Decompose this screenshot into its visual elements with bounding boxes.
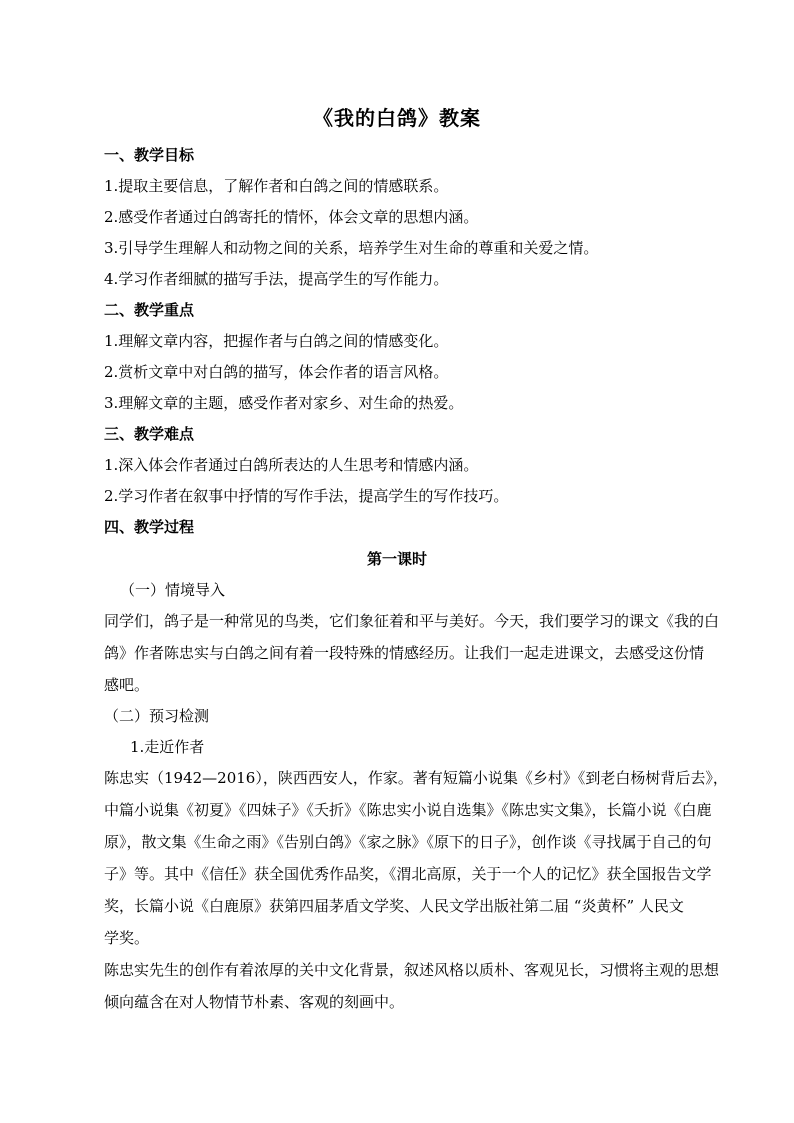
key-point-item: 1.理解文章内容，把握作者与白鸽之间的情感变化。 [104, 332, 449, 350]
paragraph-line: 倾向蕴含在对人物情节朴素、客观的刻画中。 [104, 993, 405, 1011]
paragraph-line: 学奖。 [104, 929, 150, 947]
key-point-item: 3.理解文章的主题，感受作者对家乡、对生命的热爱。 [104, 394, 464, 412]
section-heading-process: 四、教学过程 [104, 518, 195, 536]
difficulty-item: 2.学习作者在叙事中抒情的写作手法，提高学生的写作技巧。 [104, 487, 509, 505]
section-heading-goals: 一、教学目标 [104, 146, 195, 164]
subsection-heading: （二）预习检测 [104, 707, 210, 725]
paragraph-line: 陈忠实（1942—2016），陕西西安人，作家。著有短篇小说集《乡村》《到老白杨树背后去》， [104, 769, 728, 787]
goal-item: 2.感受作者通过白鸽寄托的情怀，体会文章的思想内涵。 [104, 208, 479, 226]
paragraph-line: 感吧。 [104, 676, 150, 694]
goal-item: 3.引导学生理解人和动物之间的关系，培养学生对生命的尊重和关爱之情。 [104, 239, 599, 257]
paragraph-line: 原》，散文集《生命之雨》《告别白鸽》《家之脉》《原下的日子》，创作谈《寻找属于自己的句 [104, 833, 712, 851]
paragraph-line: 奖，长篇小说《白鹿原》获第四届茅盾文学奖、人民文学出版社第二届 “炎黄杯” 人民文 [104, 897, 684, 915]
section-heading-difficulties: 三、教学难点 [104, 425, 195, 443]
paragraph-line: 同学们，鸽子是一种常见的鸟类，它们象征着和平与美好。今天，我们要学习的课文《我的白 [104, 612, 720, 630]
paragraph-line: 子》等。其中《信任》获全国优秀作品奖，《渭北高原，关于一个人的记忆》获全国报告文学 [104, 865, 712, 883]
subsection-subheading: 1.走近作者 [130, 738, 205, 756]
goal-item: 4.学习作者细腻的描写手法，提高学生的写作能力。 [104, 270, 449, 288]
key-point-item: 2.赏析文章中对白鸽的描写，体会作者的语言风格。 [104, 363, 449, 381]
section-heading-key-points: 二、教学重点 [104, 301, 195, 319]
paragraph-line: 鸽》作者陈忠实与白鸽之间有着一段特殊的情感经历。让我们一起走进课文，去感受这份情 [104, 644, 705, 662]
paragraph-line: 中篇小说集《初夏》《四妹子》《夭折》《陈忠实小说自选集》《陈忠实文集》，长篇小说《白鹿 [104, 801, 712, 819]
paragraph-line: 陈忠实先生的创作有着浓厚的关中文化背景，叙述风格以质朴、客观见长，习惯将主观的思想 [104, 961, 720, 979]
subsection-heading: （一）情境导入 [120, 581, 226, 599]
document-title: 《我的白鸽》教案 [313, 106, 481, 130]
lesson-title: 第一课时 [366, 550, 427, 568]
goal-item: 1.提取主要信息，了解作者和白鸽之间的情感联系。 [104, 177, 449, 195]
difficulty-item: 1.深入体会作者通过白鸽所表达的人生思考和情感内涵。 [104, 456, 479, 474]
